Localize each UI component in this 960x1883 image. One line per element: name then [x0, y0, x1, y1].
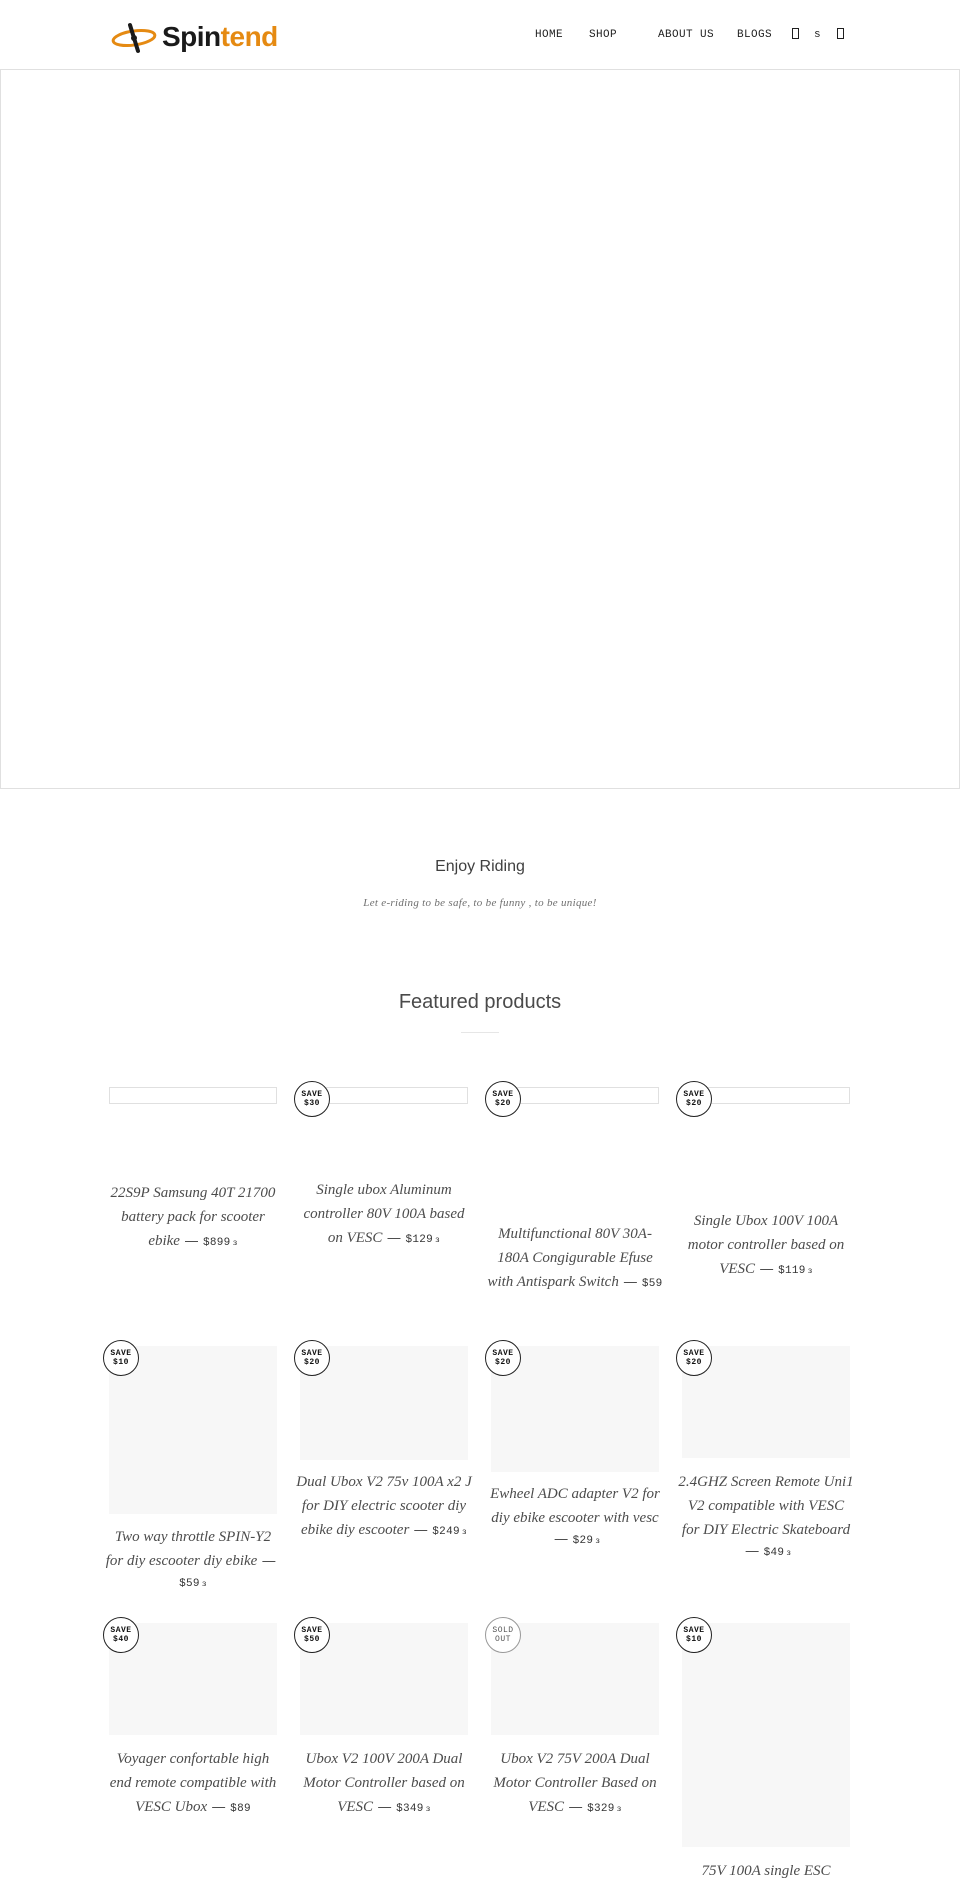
product-title-link[interactable]: 2.4GHZ Screen Remote Uni1 V2 compatible with VESC for DIY Electric Skateboard — [678, 1474, 854, 1538]
save-badge: SAVE $50 — [294, 1617, 330, 1653]
save-badge: SAVE $20 — [676, 1081, 712, 1117]
intro-title: Enjoy Riding — [435, 858, 525, 875]
product-image[interactable] — [109, 1346, 277, 1514]
product-title-link[interactable]: Voyager confortable high end remote compatible with VESC Ubox — [109, 1751, 277, 1815]
product-title-link[interactable]: Single ubox Aluminum controller 80V 100A based on VESC — [303, 1182, 465, 1246]
product-info — [105, 1747, 281, 1819]
search-icon[interactable] — [792, 28, 799, 42]
nav-blogs-link[interactable]: BLOGS — [737, 29, 773, 41]
product-info — [296, 1470, 472, 1542]
product-title-link[interactable]: Multifunctional 80V 30A-180A Congigurable Efuse with Antispark Switch — [487, 1226, 653, 1290]
product-price: $59 з — [179, 1578, 207, 1590]
product-price: $29 з — [572, 1535, 601, 1547]
price-separator: — — [623, 1274, 637, 1289]
price-separator: — — [760, 1261, 774, 1276]
product-info — [487, 1482, 663, 1548]
currency-mark: з — [616, 1805, 622, 1814]
save-badge: SAVE $20 — [485, 1340, 521, 1376]
price-separator: — — [262, 1553, 276, 1568]
product-info — [678, 1209, 854, 1281]
product-price: $329 з — [587, 1803, 622, 1815]
currency-mark: з — [786, 1549, 792, 1558]
account-icon[interactable]: s — [814, 29, 822, 41]
price-separator: — — [745, 1543, 759, 1558]
product-title-link[interactable]: Ubox V2 100V 200A Dual Motor Controller based on VESC — [303, 1751, 465, 1815]
product-price: $249 з — [432, 1526, 467, 1538]
product-title-link[interactable]: 22S9P Samsung 40T 21700 battery pack for scooter ebike — [110, 1185, 276, 1249]
product-title-link[interactable]: Ewheel ADC adapter V2 for diy ebike escooter with vesc — [490, 1486, 660, 1526]
currency-mark: з — [461, 1528, 467, 1537]
brand-name: Spintend — [162, 21, 278, 52]
product-price: $119 з — [778, 1265, 813, 1277]
save-badge: SAVE $10 — [676, 1617, 712, 1653]
product-title-link[interactable]: Ubox V2 75V 200A Dual Motor Controller Based on VESC — [493, 1751, 657, 1815]
product-price: $349 з — [396, 1803, 431, 1815]
site-header — [0, 0, 960, 70]
currency-mark: з — [425, 1805, 431, 1814]
price-separator: — — [414, 1522, 428, 1537]
price-separator: — — [554, 1531, 568, 1546]
product-price: $49 з — [763, 1547, 792, 1559]
product-price: $59 — [641, 1278, 663, 1290]
price-separator: — — [184, 1233, 198, 1248]
sold-out-badge: SOLD OUT — [485, 1617, 521, 1653]
product-info — [678, 1470, 854, 1560]
featured-products-title: Featured products — [398, 991, 562, 1013]
product-info — [105, 1181, 281, 1253]
product-price: $129 з — [405, 1234, 441, 1246]
product-info — [678, 1859, 854, 1883]
product-info — [487, 1222, 663, 1294]
product-title-link[interactable]: 75V 100A single ESC — [701, 1863, 831, 1879]
product-info — [487, 1747, 663, 1819]
currency-mark: з — [435, 1236, 441, 1245]
save-badge: SAVE $30 — [294, 1081, 330, 1117]
price-separator: — — [569, 1799, 583, 1814]
nav-about-link[interactable]: ABOUT US — [658, 29, 715, 41]
product-image[interactable] — [109, 1087, 277, 1104]
product-info — [296, 1178, 472, 1250]
product-title-link[interactable]: Two way throttle SPIN-Y2 for diy escooter diy ebike — [105, 1529, 272, 1569]
product-title-link[interactable]: Dual Ubox V2 75v 100A x2 J for DIY electric scooter diy ebike diy escooter — [296, 1474, 472, 1538]
price-separator: — — [378, 1799, 392, 1814]
intro-subtitle: Let e-riding to be safe, to be funny , to be unique! — [363, 897, 597, 909]
save-badge: SAVE $20 — [676, 1340, 712, 1376]
save-badge: SAVE $10 — [103, 1340, 139, 1376]
product-info — [105, 1525, 281, 1591]
nav-shop-link[interactable]: SHOP — [589, 29, 618, 41]
nav-home-link[interactable]: HOME — [535, 29, 564, 41]
currency-mark: з — [201, 1580, 207, 1589]
price-separator: — — [212, 1799, 226, 1814]
save-badge: SAVE $20 — [294, 1340, 330, 1376]
cart-icon[interactable] — [837, 28, 844, 42]
product-info — [296, 1747, 472, 1819]
currency-mark: з — [807, 1267, 813, 1276]
product-price: $899 з — [202, 1237, 238, 1249]
hero-slideshow — [0, 69, 960, 789]
price-separator: — — [387, 1230, 401, 1245]
currency-mark: з — [595, 1537, 601, 1546]
main-nav — [0, 28, 960, 44]
product-price: $89 — [230, 1803, 251, 1815]
save-badge: SAVE $40 — [103, 1617, 139, 1653]
currency-mark: з — [232, 1239, 238, 1248]
product-image[interactable] — [682, 1623, 850, 1847]
save-badge: SAVE $20 — [485, 1081, 521, 1117]
section-divider — [461, 1032, 499, 1033]
product-title-link[interactable]: Single Ubox 100V 100A motor controller based on VESC — [687, 1213, 845, 1277]
